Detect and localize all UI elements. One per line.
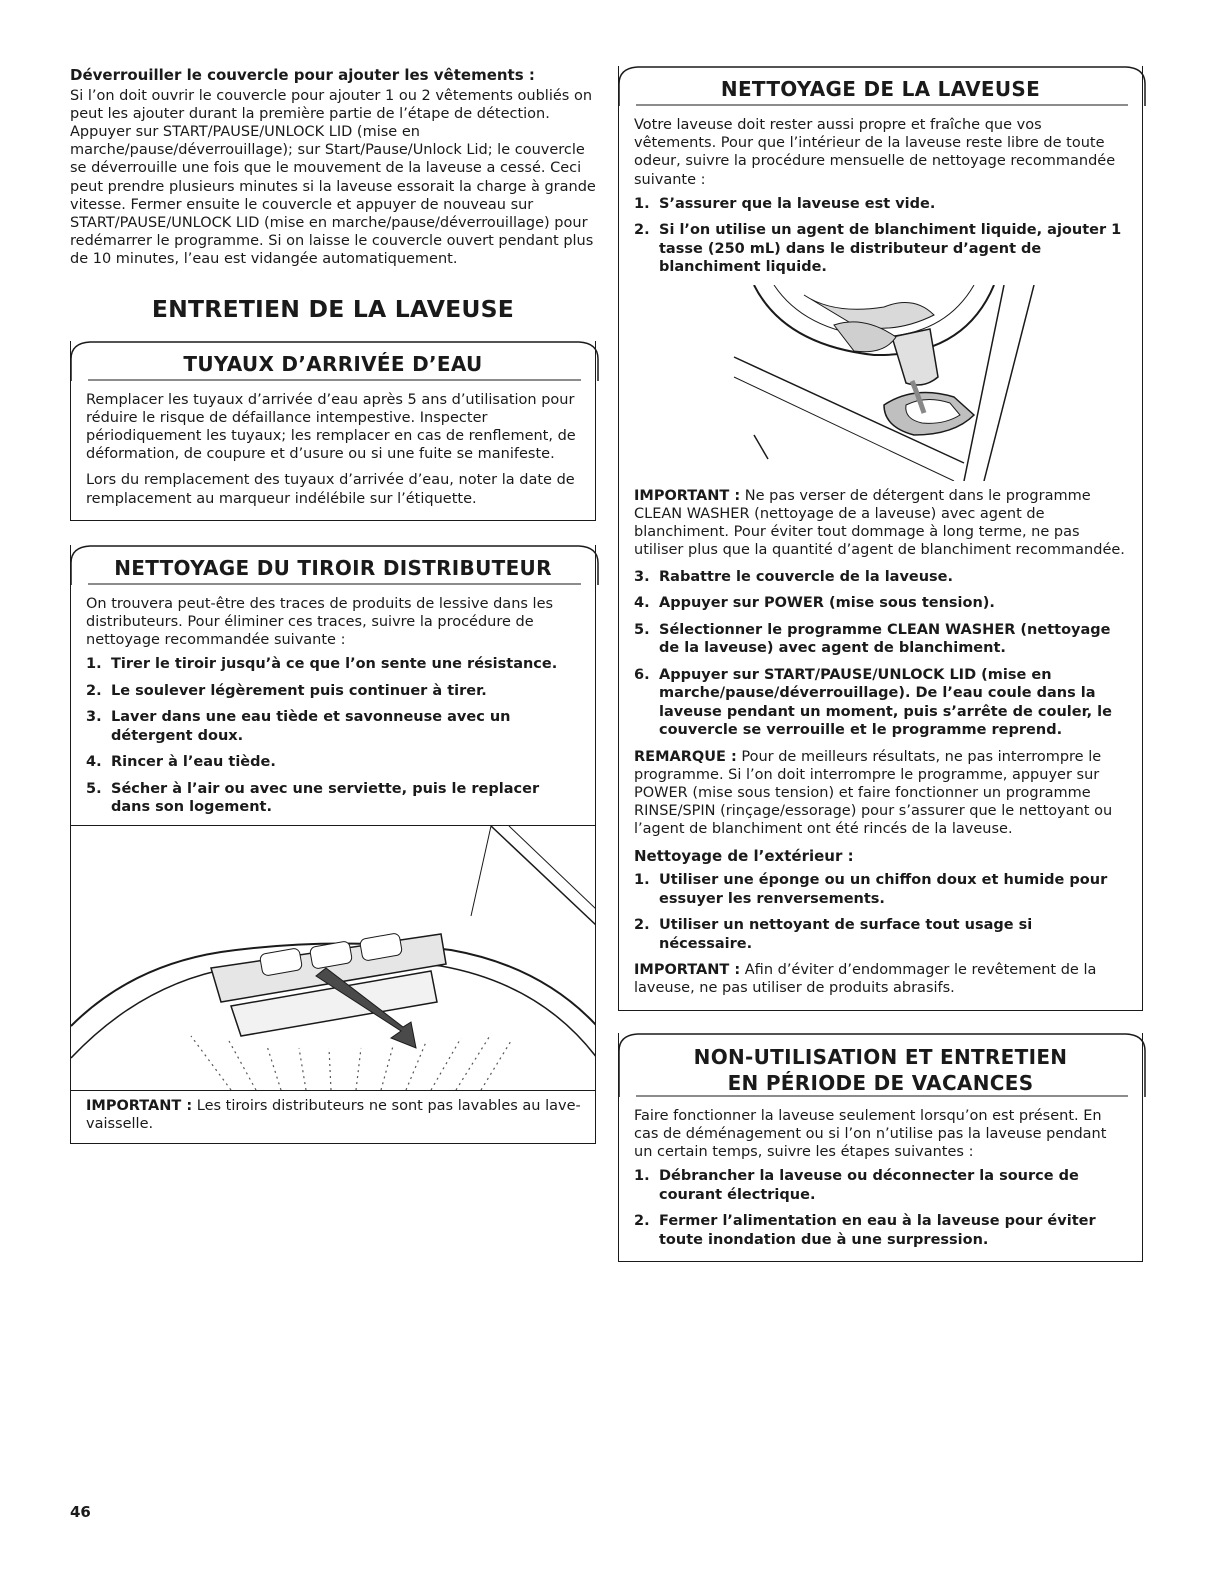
list-item: 4. Rincer à l’eau tiède. bbox=[86, 754, 276, 771]
list-item: 2. Le soulever légèrement puis continuer à tirer. bbox=[86, 682, 487, 699]
vacation-care-title: NON-UTILISATION ET ENTRETIEN EN PÉRIODE DE VACANCES bbox=[693, 1044, 1068, 1095]
washer-cleaning-box bbox=[618, 66, 1143, 1011]
list-item: 2. Si l’on utilise un agent de blanchiment liquide, ajouter 1 tasse (250 mL) dans le distributeur d’agent de blanchiment liquide. bbox=[634, 222, 1122, 276]
list-item: 3. Rabattre le couvercle de la laveuse. bbox=[634, 568, 954, 585]
list-item: 1. S’assurer que la laveuse est vide. bbox=[634, 195, 936, 212]
list-item: 1. Débrancher la laveuse ou déconnecter la source de courant électrique. bbox=[634, 1168, 1079, 1203]
washer-cleaning-remark: REMARQUE : Pour de meilleurs résultats, ne pas interrompre le programme. Si l’on doit interrompre le programme, appuyer sur POWER (mise sous tension) et faire fonctionner un programme RINSE/SPIN (rinçage/essorage) pour s’assurer que le nettoyant ou l’agent de blanchiment ont été rincés de la laveuse. bbox=[634, 748, 1113, 838]
list-item: 2. Fermer l’alimentation en eau à la laveuse pour éviter toute inondation due à une surpression. bbox=[634, 1213, 1096, 1248]
vacation-care-box bbox=[618, 1033, 1143, 1263]
unlock-lid-heading: Déverrouiller le couvercle pour ajouter les vêtements : bbox=[70, 66, 535, 84]
dispenser-drawer-illustration bbox=[71, 825, 595, 1091]
washer-cleaning-steps-a bbox=[634, 195, 1128, 277]
unlock-lid-text: Si l’on doit ouvrir le couvercle pour ajouter 1 ou 2 vêtements oubliés on peut les ajouter durant la première partie de l’étape de détection. Appuyer sur START/PAUSE/UNLOCK LID (mise en marche/pause/déverrouillage); sur Start/Pause/Unlock Lid; le couvercle se déverrouille une fois que le mouvement de la laveuse a cessé. Ceci peut prendre plusieurs minutes si la laveuse essorait la charge à grande vitesse. Fermer ensuite le couvercle et appuyer de nouveau sur START/PAUSE/UNLOCK LID (mise en marche/pause/déverrouillage) pour redémarrer le programme. Si on laisse le couvercle ouvert pendant plus de 10 minutes, l’eau est vidangée automatiquement. bbox=[70, 87, 596, 268]
washer-cleaning-steps-b bbox=[634, 568, 1128, 740]
exterior-cleaning-steps bbox=[634, 871, 1128, 953]
list-item: 1. Tirer le tiroir jusqu’à ce que l’on sente une résistance. bbox=[86, 656, 558, 673]
list-item: 6. Appuyer sur START/PAUSE/UNLOCK LID (mise en marche/pause/déverrouillage). De l’eau coule dans la laveuse pendant un moment, puis s’arrête de couler, le couvercle se verrouille et le programme reprend. bbox=[634, 666, 1112, 739]
list-item: 5. Sélectionner le programme CLEAN WASHER (nettoyage de la laveuse) avec agent de blanchiment. bbox=[634, 621, 1111, 657]
water-hoses-paragraph-2: Lors du remplacement des tuyaux d’arrivée d’eau, noter la date de remplacement au marqueur indélébile sur l’étiquette. bbox=[86, 472, 575, 507]
water-hoses-title: TUYAUX D’ARRIVÉE D’EAU bbox=[183, 351, 483, 376]
bleach-pouring-illustration bbox=[634, 285, 1128, 481]
dispenser-drawer-intro: On trouvera peut-être des traces de produits de lessive dans les distributeurs. Pour éliminer ces traces, suivre la procédure de nettoyage recommandée suivante : bbox=[86, 595, 554, 649]
dispenser-drawer-steps bbox=[86, 655, 581, 817]
list-item: 1. Utiliser une éponge ou un chiffon doux et humide pour essuyer les renversements. bbox=[634, 872, 1108, 907]
list-item: 4. Appuyer sur POWER (mise sous tension). bbox=[634, 595, 995, 612]
maintenance-section-title: ENTRETIEN DE LA LAVEUSE bbox=[151, 294, 515, 323]
water-hoses-paragraph-1: Remplacer les tuyaux d’arrivée d’eau après 5 ans d’utilisation pour réduire le risque de défaillance intempestive. Inspecter périodiquement les tuyaux; les remplacer en cas de renflement, de déformation, de coupure et d’usure ou si une fuite se manifeste. bbox=[86, 391, 576, 463]
dispenser-drawer-title: NETTOYAGE DU TIROIR DISTRIBUTEUR bbox=[114, 555, 552, 580]
washer-cleaning-title: NETTOYAGE DE LA LAVEUSE bbox=[720, 77, 1041, 101]
list-item: 5. Sécher à l’air ou avec une serviette, puis le replacer dans son logement. bbox=[86, 780, 540, 816]
dispenser-drawer-important: IMPORTANT : Les tiroirs distributeurs ne sont pas lavables au lave-vaisselle. bbox=[86, 1097, 581, 1133]
washer-cleaning-important-2: IMPORTANT : Afin d’éviter d’endommager le revêtement de la laveuse, ne pas utiliser de produits abrasifs. bbox=[634, 962, 1097, 997]
right-column bbox=[618, 66, 1143, 1262]
vacation-care-intro: Faire fonctionner la laveuse seulement lorsqu’on est présent. En cas de déménagement ou si l’on n’utilise pas la laveuse pendant un certain temps, suivre les étapes suivantes : bbox=[634, 1107, 1107, 1160]
washer-cleaning-intro: Votre laveuse doit rester aussi propre et fraîche que vos vêtements. Pour que l’intérieur de la laveuse reste libre de toute odeur, suivre la procédure mensuelle de nettoyage recommandée suivante : bbox=[634, 117, 1116, 188]
unlock-lid-section bbox=[70, 66, 596, 269]
exterior-cleaning-heading: Nettoyage de l’extérieur : bbox=[634, 846, 854, 865]
washer-cleaning-important-1: IMPORTANT : Ne pas verser de détergent dans le programme CLEAN WASHER (nettoyage de a laveuse) avec agent de blanchiment. Pour éviter tout dommage à long terme, ne pas utiliser plus que la quantité d’agent de blanchiment recommandée. bbox=[634, 487, 1125, 559]
vacation-care-steps bbox=[634, 1167, 1128, 1249]
list-item: 2. Utiliser un nettoyant de surface tout usage si nécessaire. bbox=[634, 917, 1033, 952]
page-number: 46 bbox=[70, 1503, 91, 1521]
list-item: 3. Laver dans une eau tiède et savonneuse avec un détergent doux. bbox=[86, 709, 511, 744]
left-column bbox=[70, 66, 596, 1144]
water-hoses-box bbox=[70, 341, 596, 521]
dispenser-drawer-box bbox=[70, 545, 596, 1145]
